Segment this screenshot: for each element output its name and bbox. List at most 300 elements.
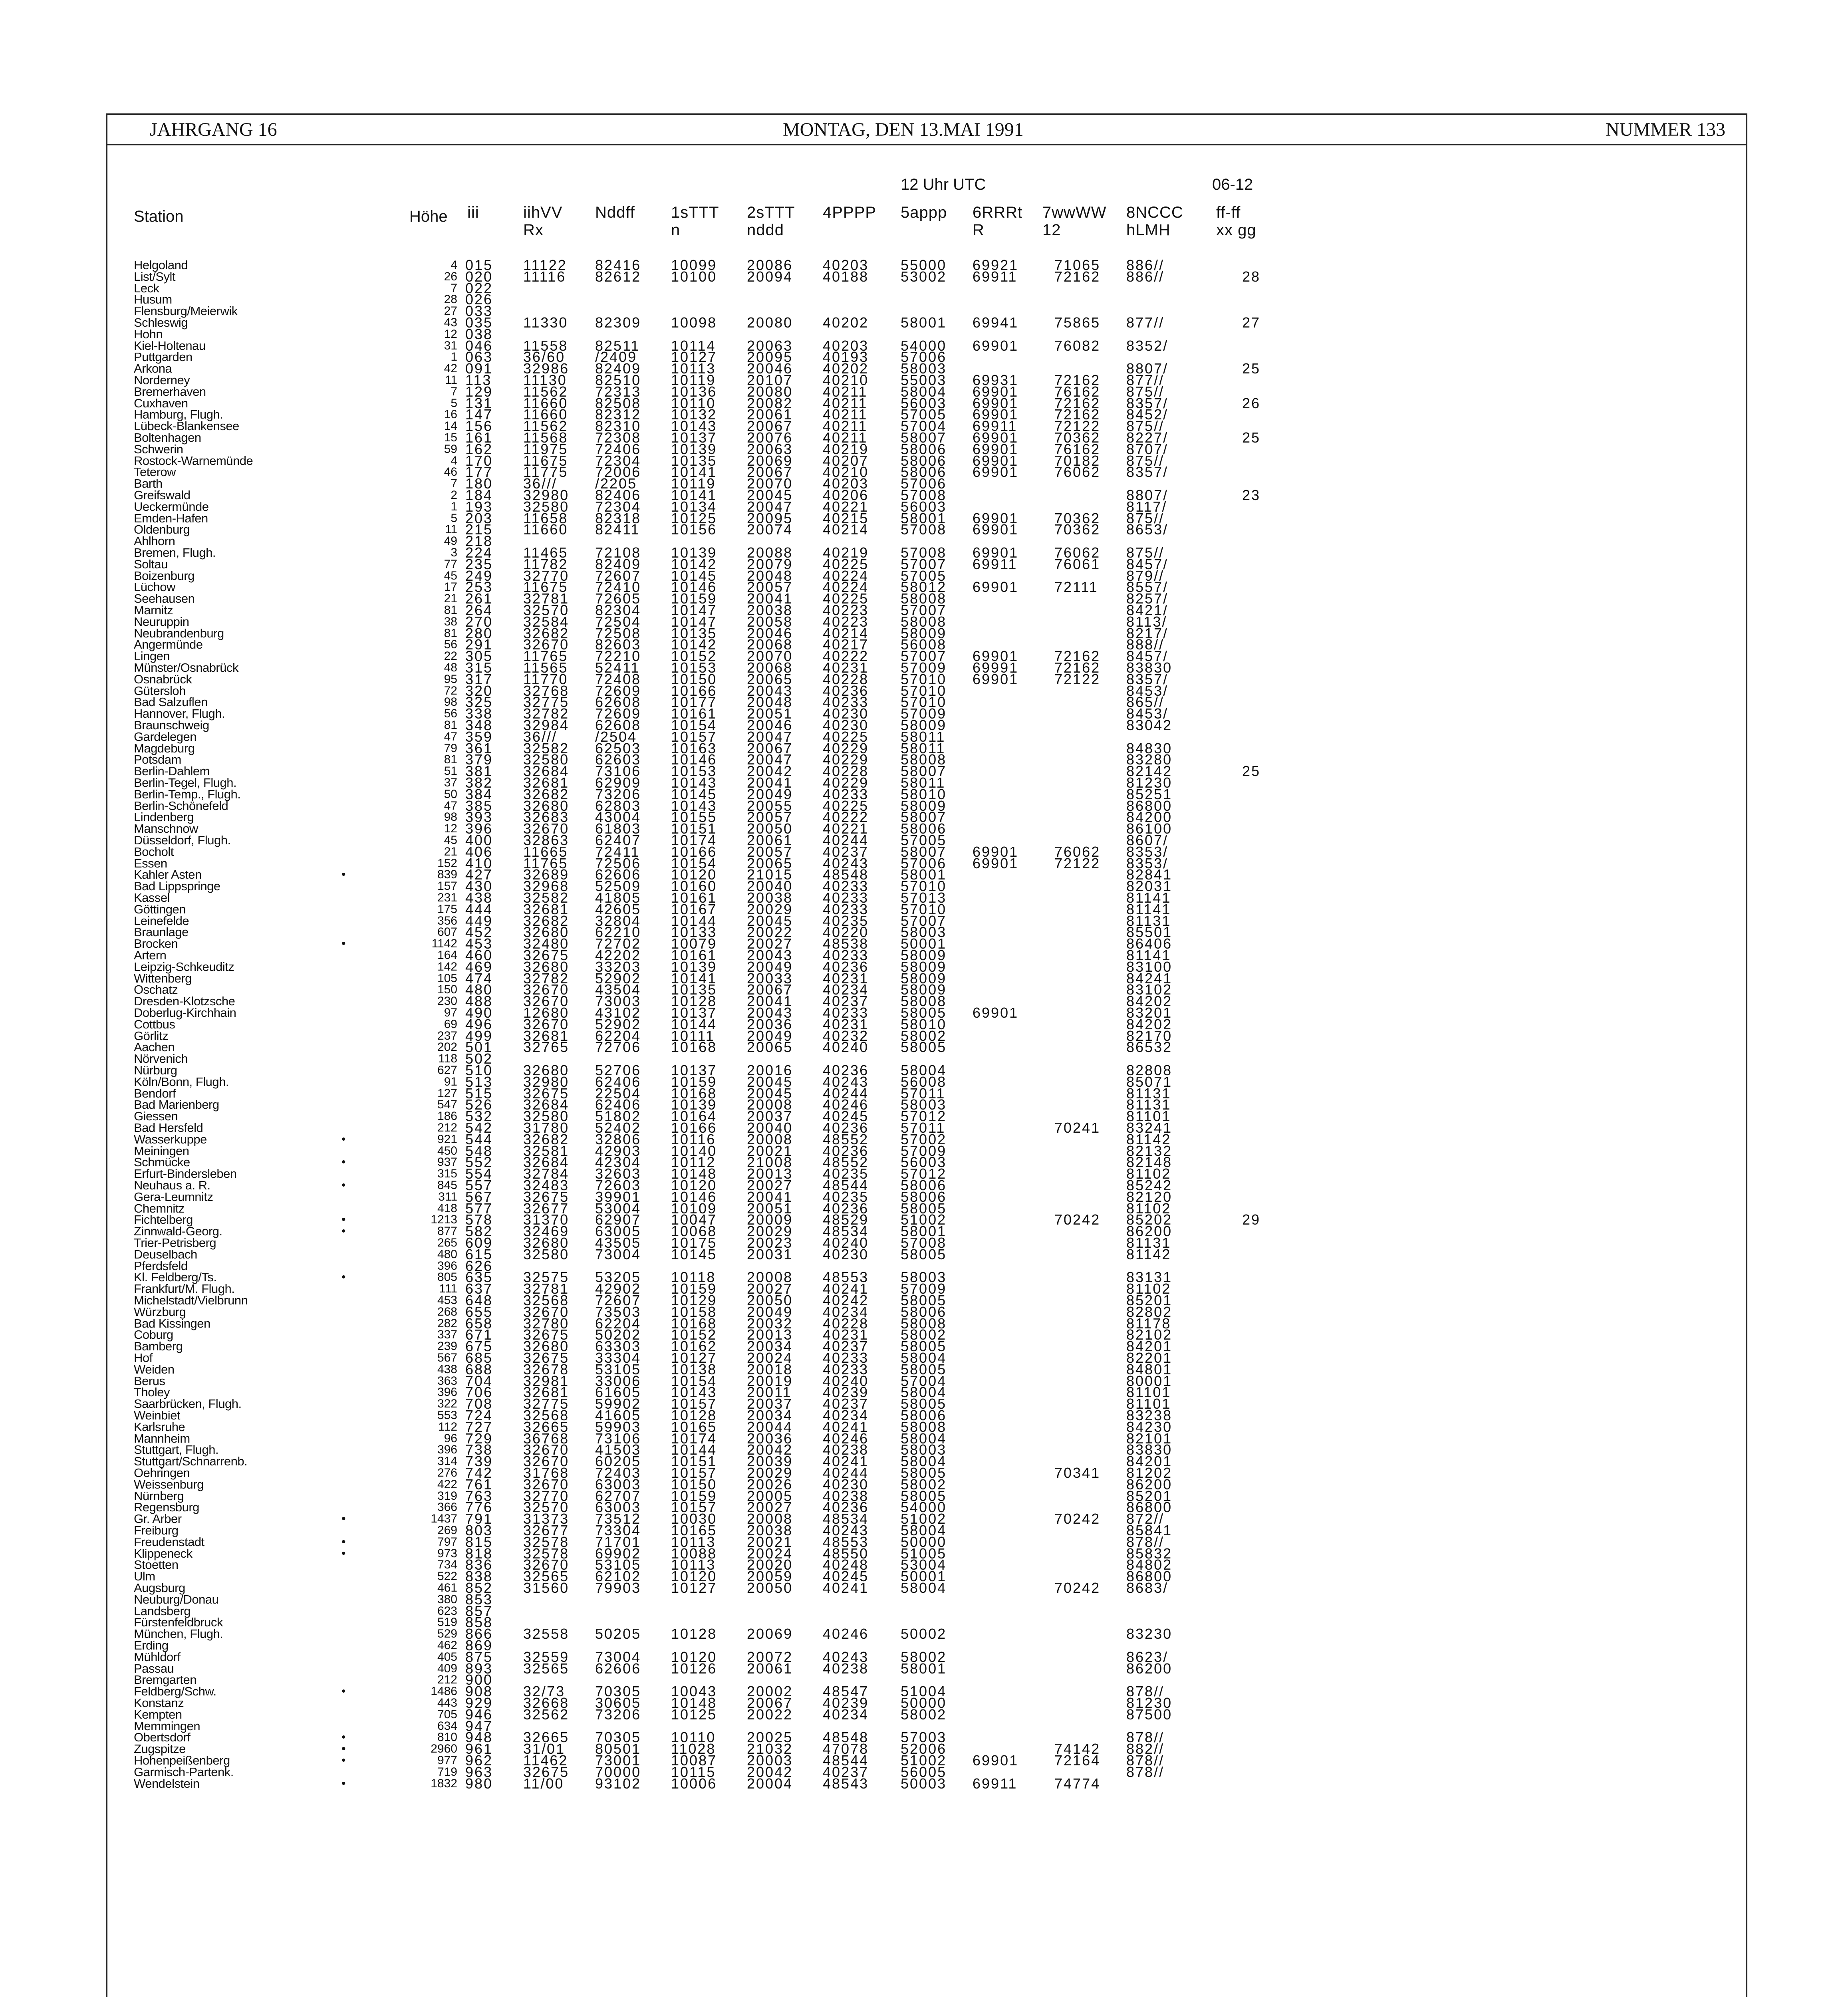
iihvv-group: 32678	[523, 1361, 570, 1378]
group-title-06-12: 06-12	[1212, 176, 1253, 193]
pressure-group: 40234	[823, 1303, 869, 1320]
dewpoint-group: 21032	[747, 1741, 793, 1757]
station-name: Stuttgart/Schnarrenb.	[134, 1454, 248, 1469]
station-name: Deuselbach	[134, 1247, 197, 1261]
station-name: Köln/Bonn, Flugh.	[134, 1074, 229, 1089]
station-id: 291	[465, 636, 493, 653]
cloud-group: 81131	[1126, 912, 1171, 929]
station-height: 164	[437, 949, 457, 962]
nddff-group: 72006	[595, 464, 641, 480]
iihvv-group: 31780	[523, 1120, 570, 1136]
temperature-group: 10118	[671, 1269, 716, 1286]
station-height: 37	[444, 776, 457, 789]
station-name: Berlin-Schönefeld	[134, 798, 228, 813]
cloud-group: 878//	[1126, 1729, 1165, 1746]
weather-group: 76162	[1054, 441, 1101, 457]
precip-group: 69901	[973, 579, 1019, 596]
station-id: 688	[465, 1361, 493, 1378]
cloud-group: 81178	[1126, 1315, 1171, 1332]
station-height: 461	[437, 1581, 457, 1594]
tendency-group: 58001	[901, 1660, 947, 1677]
station-height: 1213	[431, 1213, 457, 1227]
temperature-group: 10110	[671, 1729, 716, 1746]
station-id: 359	[465, 728, 493, 745]
station-id: 648	[465, 1292, 493, 1308]
iihvv-group: 32670	[523, 1441, 570, 1458]
temperature-group: 10068	[671, 1223, 717, 1240]
nddff-group: 82510	[595, 372, 641, 388]
cloud-group: 82142	[1126, 763, 1173, 780]
temperature-group: 10159	[671, 1487, 717, 1504]
station-name: Karlsruhe	[134, 1419, 185, 1434]
pressure-group: 48548	[823, 866, 869, 883]
pressure-group: 40214	[823, 625, 869, 641]
temperature-group: 10135	[671, 625, 717, 641]
station-name: Würzburg	[134, 1304, 186, 1319]
tendency-group: 51002	[901, 1211, 947, 1228]
date-label: MONTAG, DEN 13.MAI 1991	[783, 119, 1024, 140]
pressure-group: 40231	[823, 970, 869, 987]
dewpoint-group: 20022	[747, 1706, 793, 1723]
precip-group: 69911	[973, 268, 1018, 285]
temperature-group: 10168	[671, 1039, 717, 1056]
cloud-group: 80001	[1126, 1372, 1173, 1389]
station-id: 385	[465, 797, 493, 814]
iihvv-group: 11675	[523, 452, 568, 469]
precip-group: 69901	[973, 544, 1019, 561]
station-height: 111	[439, 1282, 457, 1296]
station-name: Bad Salzuflen	[134, 695, 208, 709]
station-height: 46	[444, 465, 457, 479]
pressure-group: 40229	[823, 740, 869, 756]
pressure-group: 40221	[823, 498, 869, 515]
nddff-group: 53004	[595, 1200, 641, 1217]
station-height: 175	[437, 902, 457, 916]
tendency-group: 57008	[901, 487, 947, 503]
iihvv-group: 11660	[523, 406, 568, 423]
dewpoint-group: 20049	[747, 958, 793, 975]
dewpoint-group: 20057	[747, 579, 793, 596]
temperature-group: 10088	[671, 1545, 717, 1562]
temperature-group: 10152	[671, 648, 717, 665]
station-name: Wasserkuppe	[134, 1132, 207, 1146]
gust-group: 27	[1242, 314, 1261, 331]
dewpoint-group: 20039	[747, 1453, 793, 1470]
iihvv-group: 32578	[523, 1545, 570, 1562]
station-id: 393	[465, 809, 493, 826]
mountain-marker: •	[341, 1742, 346, 1756]
pressure-group: 40244	[823, 832, 869, 848]
cloud-group: 81131	[1126, 1096, 1171, 1113]
header-rule	[106, 144, 1747, 145]
nddff-group: 82318	[595, 510, 641, 526]
station-height: 422	[437, 1477, 457, 1491]
dewpoint-group: 20047	[747, 498, 793, 515]
tendency-group: 51004	[901, 1683, 947, 1700]
station-height: 5	[451, 396, 457, 410]
iihvv-group: 32580	[523, 1108, 570, 1125]
station-height: 522	[437, 1570, 457, 1583]
weather-group: 70362	[1054, 429, 1101, 446]
iihvv-group: 32684	[523, 1096, 570, 1113]
station-height: 45	[444, 834, 457, 847]
station-id: 490	[465, 1004, 493, 1021]
station-height: 805	[437, 1270, 457, 1284]
tendency-group: 58002	[901, 1706, 947, 1723]
tendency-group: 55003	[901, 372, 947, 388]
iihvv-group: 11975	[523, 441, 568, 457]
station-id: 742	[465, 1465, 493, 1481]
dewpoint-group: 20021	[747, 1533, 793, 1550]
nddff-group: 72607	[595, 567, 641, 584]
dewpoint-group: 21015	[747, 866, 793, 883]
station-height: 239	[437, 1340, 457, 1353]
station-name: Pferdsfeld	[134, 1259, 188, 1273]
cloud-group: 8707/	[1126, 441, 1169, 457]
iihvv-group: 31373	[523, 1511, 570, 1527]
dewpoint-group: 20013	[747, 1165, 793, 1182]
pressure-group: 40243	[823, 1648, 869, 1665]
tendency-group: 58010	[901, 1016, 947, 1032]
station-id: 671	[465, 1326, 493, 1343]
station-id: 838	[465, 1568, 493, 1585]
temperature-group: 10125	[671, 1706, 717, 1723]
iihvv-group: 32781	[523, 1280, 570, 1297]
iihvv-group: 11665	[523, 843, 568, 860]
station-name: Angermünde	[134, 637, 203, 652]
pressure-group: 40235	[823, 912, 869, 929]
station-name: Emden-Hafen	[134, 511, 208, 525]
pressure-group: 40241	[823, 1453, 869, 1470]
tendency-group: 57005	[901, 567, 947, 584]
station-height: 1486	[431, 1685, 457, 1698]
temperature-group: 10175	[671, 1235, 717, 1251]
nddff-group: 82309	[595, 314, 641, 331]
station-id: 853	[465, 1591, 493, 1608]
dewpoint-group: 20016	[747, 1062, 793, 1078]
dewpoint-group: 20047	[747, 728, 793, 745]
cloud-group: 85832	[1126, 1545, 1173, 1562]
weather-group: 76082	[1054, 337, 1101, 354]
nddff-group: 52706	[595, 1062, 641, 1078]
mountain-marker: •	[341, 1535, 346, 1548]
station-name: Passau	[134, 1661, 174, 1675]
dewpoint-group: 20074	[747, 521, 793, 538]
tendency-group: 56005	[901, 1763, 947, 1780]
dewpoint-group: 20008	[747, 1096, 793, 1113]
cloud-group: 83241	[1126, 1120, 1173, 1136]
pressure-group: 40193	[823, 349, 869, 365]
temperature-group: 10099	[671, 257, 717, 273]
tendency-group: 58009	[901, 958, 947, 975]
pressure-group: 40211	[823, 395, 868, 411]
pressure-group: 40219	[823, 544, 869, 561]
station-height: 366	[437, 1501, 457, 1514]
cloud-group: 84830	[1126, 740, 1173, 756]
dewpoint-group: 20048	[747, 694, 793, 711]
tendency-group: 58008	[901, 613, 947, 630]
station-id: 449	[465, 912, 493, 929]
cloud-group: 8353/	[1126, 855, 1169, 871]
station-id: 218	[465, 533, 493, 550]
tendency-group: 58006	[901, 452, 947, 469]
station-id: 739	[465, 1453, 493, 1470]
iihvv-group: 32981	[523, 1372, 570, 1389]
temperature-group: 10043	[671, 1683, 717, 1700]
station-id: 791	[465, 1511, 493, 1527]
pressure-group: 40237	[823, 843, 869, 860]
nddff-group: 73512	[595, 1511, 641, 1527]
temperature-group: 10146	[671, 751, 717, 768]
column-header-iii: iii	[467, 204, 479, 221]
nddff-group: 39901	[595, 1188, 641, 1205]
weather-group: 72162	[1054, 648, 1101, 665]
station-height: 705	[437, 1707, 457, 1721]
station-name: Kahler Asten	[134, 867, 202, 882]
dewpoint-group: 20069	[747, 452, 793, 469]
nddff-group: 72605	[595, 590, 641, 607]
station-name: Berlin-Dahlem	[134, 764, 210, 778]
cloud-group: 875//	[1126, 418, 1165, 435]
station-height: 634	[437, 1719, 457, 1733]
station-id: 180	[465, 475, 493, 492]
dewpoint-group: 20057	[747, 843, 793, 860]
station-height: 48	[444, 661, 457, 674]
precip-group: 69901	[973, 441, 1019, 457]
cloud-group: 85202	[1126, 1211, 1173, 1228]
tendency-group: 58009	[901, 970, 947, 987]
nddff-group: 43505	[595, 1235, 641, 1251]
temperature-group: 10161	[671, 889, 717, 906]
cloud-group: 86800	[1126, 797, 1173, 814]
weather-group: 76061	[1054, 556, 1101, 572]
table-row	[0, 1602, 1848, 1619]
weather-group: 70362	[1054, 521, 1101, 538]
weather-group: 70182	[1054, 452, 1101, 469]
station-name: Tholey	[134, 1385, 170, 1399]
station-id: 022	[465, 280, 493, 296]
cloud-group: 8357/	[1126, 464, 1169, 480]
mountain-marker: •	[341, 1754, 346, 1767]
nddff-group: 72313	[595, 383, 641, 400]
station-id: 280	[465, 625, 493, 641]
cloud-group: 85251	[1126, 786, 1173, 802]
dewpoint-group: 20050	[747, 820, 793, 837]
station-height: 14	[444, 419, 457, 433]
station-id: 763	[465, 1487, 493, 1504]
dewpoint-group: 20069	[747, 1626, 793, 1642]
station-id: 875	[465, 1648, 493, 1665]
station-name: Münster/Osnabrück	[134, 661, 238, 675]
nddff-group: 42902	[595, 1280, 641, 1297]
station-name: Stuttgart, Flugh.	[134, 1443, 219, 1457]
temperature-group: 10047	[671, 1211, 717, 1228]
cloud-group: 882//	[1126, 1741, 1165, 1757]
nddff-group: 62204	[595, 1027, 641, 1044]
dewpoint-group: 20058	[747, 613, 793, 630]
mountain-marker: •	[341, 1546, 346, 1560]
station-id: 488	[465, 993, 493, 1010]
dewpoint-group: 20040	[747, 1120, 793, 1136]
tendency-group: 57006	[901, 855, 947, 871]
station-name: Zugspitze	[134, 1742, 186, 1756]
station-id: 908	[465, 1683, 493, 1700]
iihvv-group: 11562	[523, 418, 568, 435]
column-header-6rrrt: 6RRRt R	[973, 204, 1023, 239]
station-id: 513	[465, 1073, 493, 1090]
nddff-group: 62603	[595, 751, 641, 768]
nddff-group: 42304	[595, 1154, 641, 1171]
station-name: Hannover, Flugh.	[134, 707, 225, 721]
station-name: Fürstenfeldbruck	[134, 1615, 223, 1630]
precip-group: 69901	[973, 855, 1019, 871]
pressure-group: 40231	[823, 1326, 869, 1343]
cloud-group: 877//	[1126, 314, 1165, 331]
iihvv-group: 32680	[523, 1062, 570, 1078]
station-name: Essen	[134, 856, 167, 870]
station-height: 1142	[431, 937, 457, 951]
pressure-group: 40239	[823, 1695, 869, 1711]
cloud-group: 8217/	[1126, 625, 1169, 641]
station-id: 261	[465, 590, 493, 607]
station-name: Bremerhaven	[134, 384, 206, 399]
iihvv-group: 32568	[523, 1407, 570, 1423]
station-id: 761	[465, 1476, 493, 1493]
pressure-group: 40229	[823, 774, 869, 791]
station-id: 305	[465, 648, 493, 665]
dewpoint-group: 20049	[747, 786, 793, 802]
station-id: 947	[465, 1717, 493, 1734]
tendency-group: 51005	[901, 1545, 947, 1562]
table-row	[0, 521, 1848, 538]
pressure-group: 40236	[823, 682, 869, 699]
station-name: Michelstadt/Vielbrunn	[134, 1293, 248, 1307]
station-id: 582	[465, 1223, 493, 1240]
iihvv-group: 32568	[523, 1292, 570, 1308]
station-height: 2	[451, 488, 457, 502]
dewpoint-group: 20027	[747, 935, 793, 952]
station-id: 815	[465, 1533, 493, 1550]
pressure-group: 40236	[823, 958, 869, 975]
station-height: 921	[437, 1132, 457, 1146]
station-id: 315	[465, 659, 493, 676]
station-id: 063	[465, 349, 493, 365]
dewpoint-group: 20038	[747, 602, 793, 618]
station-name: Bremgarten	[134, 1673, 197, 1687]
tendency-group: 55000	[901, 257, 947, 273]
station-id: 496	[465, 1016, 493, 1032]
tendency-group: 53002	[901, 268, 947, 285]
station-name: Saarbrücken, Flugh.	[134, 1397, 242, 1411]
dewpoint-group: 20072	[747, 1648, 793, 1665]
dewpoint-group: 20067	[747, 418, 793, 435]
cloud-group: 8807/	[1126, 487, 1169, 503]
cloud-group: 85841	[1126, 1522, 1173, 1538]
pressure-group: 40238	[823, 1660, 869, 1677]
tendency-group: 56003	[901, 395, 947, 411]
pressure-group: 40233	[823, 786, 869, 802]
temperature-group: 10153	[671, 659, 717, 676]
weather-group: 76162	[1054, 383, 1101, 400]
station-name: Braunlage	[134, 925, 189, 939]
station-height: 77	[444, 557, 457, 571]
iihvv-group: 32675	[523, 1188, 570, 1205]
temperature-group: 10141	[671, 464, 717, 480]
station-id: 203	[465, 510, 493, 526]
dewpoint-group: 20013	[747, 1326, 793, 1343]
pressure-group: 40188	[823, 268, 869, 285]
nddff-group: 70305	[595, 1683, 641, 1700]
pressure-group: 40236	[823, 1499, 869, 1516]
pressure-group: 40225	[823, 797, 869, 814]
station-height: 547	[437, 1098, 457, 1112]
station-height: 21	[444, 592, 457, 605]
nddff-group: 93102	[595, 1775, 641, 1792]
temperature-group: 10138	[671, 1361, 717, 1378]
station-name: Weissenburg	[134, 1477, 204, 1491]
cloud-group: 84200	[1126, 809, 1173, 826]
dewpoint-group: 20045	[747, 487, 793, 503]
iihvv-group: 32680	[523, 924, 570, 941]
dewpoint-group: 20051	[747, 1200, 793, 1217]
pressure-group: 40234	[823, 981, 869, 998]
tendency-group: 50000	[901, 1533, 947, 1550]
tendency-group: 58007	[901, 843, 947, 860]
station-name: Weinbiet	[134, 1408, 181, 1422]
cloud-group: 8683/	[1126, 1580, 1169, 1596]
station-name: Teterow	[134, 465, 176, 479]
temperature-group: 10129	[671, 1292, 717, 1308]
pressure-group: 40248	[823, 1556, 869, 1573]
temperature-group: 10156	[671, 521, 717, 538]
station-id: 869	[465, 1637, 493, 1654]
pressure-group: 40211	[823, 429, 868, 446]
table-row	[0, 280, 1848, 296]
cloud-group: 886//	[1126, 268, 1165, 285]
station-id: 320	[465, 682, 493, 699]
iihvv-group: 32670	[523, 981, 570, 998]
station-height: 567	[437, 1351, 457, 1364]
station-height: 95	[444, 672, 457, 686]
station-height: 212	[437, 1121, 457, 1134]
gust-group: 26	[1242, 395, 1261, 411]
pressure-group: 40230	[823, 1246, 869, 1263]
cloud-group: 878//	[1126, 1683, 1165, 1700]
iihvv-group: 32469	[523, 1223, 570, 1240]
cloud-group: 875//	[1126, 383, 1165, 400]
iihvv-group: 32681	[523, 774, 570, 791]
station-height: 150	[437, 983, 457, 997]
table-row	[0, 1706, 1848, 1723]
tendency-group: 57010	[901, 682, 947, 699]
tendency-group: 57008	[901, 1235, 947, 1251]
station-id: 035	[465, 314, 493, 331]
station-height: 337	[437, 1328, 457, 1342]
temperature-group: 10158	[671, 1303, 717, 1320]
pressure-group: 48553	[823, 1269, 869, 1286]
tendency-group: 57010	[901, 878, 947, 895]
nddff-group: 53205	[595, 1269, 641, 1286]
station-id: 156	[465, 418, 493, 435]
iihvv-group: 32670	[523, 993, 570, 1010]
tendency-group: 58001	[901, 1223, 947, 1240]
cloud-group: 86200	[1126, 1476, 1173, 1493]
station-name: Dresden-Klotzsche	[134, 994, 235, 1008]
station-height: 12	[444, 822, 457, 836]
tendency-group: 58010	[901, 786, 947, 802]
nddff-group: 82304	[595, 602, 641, 618]
tendency-group: 58003	[901, 1269, 947, 1286]
